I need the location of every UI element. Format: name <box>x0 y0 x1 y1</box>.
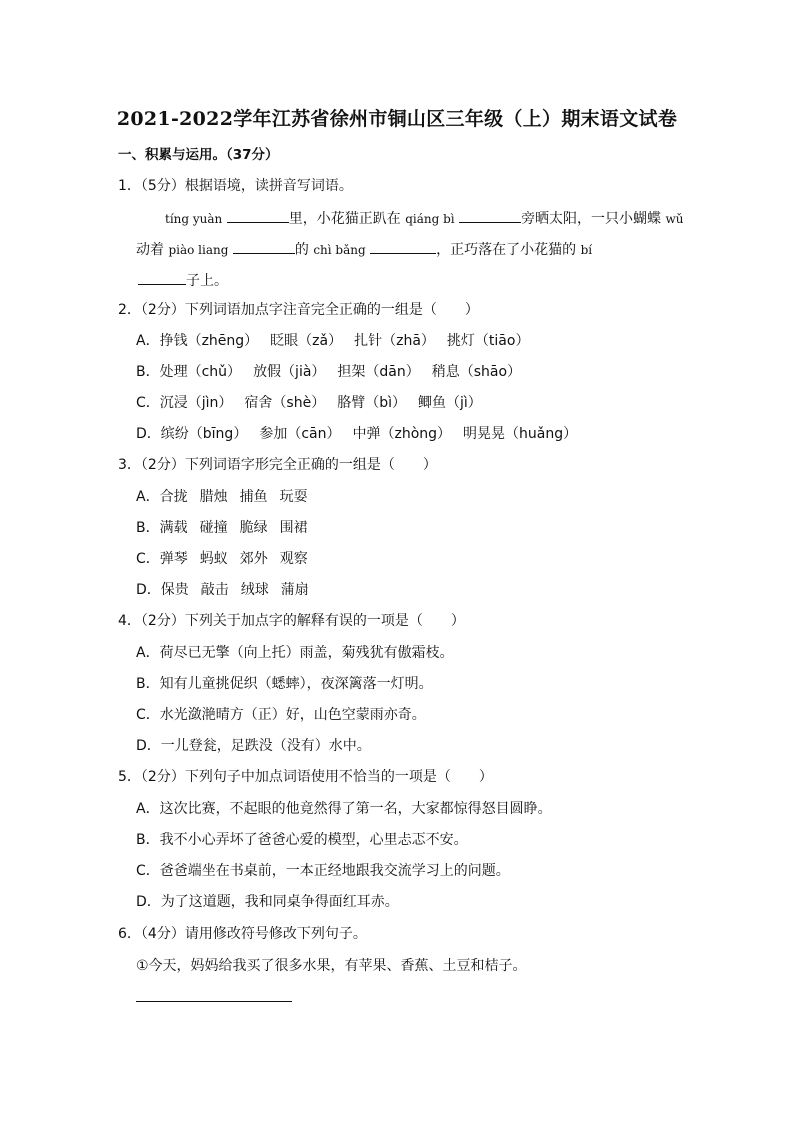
question-1-line-2 <box>136 239 592 259</box>
question-5-option-b: B．我不小心弄坏了爸爸心爱的模型，心里忐忑不安。 <box>136 832 468 848</box>
exam-title: 2021-2022学年江苏省徐州市铜山区三年级（上）期末语文试卷 <box>116 108 678 130</box>
fill-blank[interactable] <box>370 239 436 254</box>
section-heading: 一、积累与运用。（37分） <box>118 147 279 163</box>
option-word: 脆绿 <box>239 520 268 536</box>
option-word: 胳臂（bì） <box>337 395 406 411</box>
text: 子上。 <box>186 273 228 289</box>
pinyin: bí <box>580 243 593 257</box>
pinyin: tíng yuàn <box>165 212 223 226</box>
option-word: 围裙 <box>279 520 308 536</box>
question-4-stem: 4．（2分）下列关于加点字的解释有误的一项是（ ） <box>118 613 465 629</box>
question-5-option-d: D．为了这道题，我和同桌争得面红耳赤。 <box>136 894 399 910</box>
option-word: C．弹琴 <box>136 551 188 567</box>
option-word: A．合拢 <box>136 489 188 505</box>
option-word: 扎针（zhā） <box>354 333 435 349</box>
text: 动着 <box>136 242 164 258</box>
question-4-option-c: C．水光潋滟晴方（正）好，山色空蒙雨亦奇。 <box>136 707 426 723</box>
option-word: C．沉浸（jìn） <box>136 395 233 411</box>
option-word: 绒球 <box>240 582 269 598</box>
question-3-option-d <box>136 581 309 599</box>
question-5-stem: 5．（2分）下列句子中加点词语使用不恰当的一项是（ ） <box>118 769 493 785</box>
option-word: B．处理（chǔ） <box>136 364 242 380</box>
pinyin: chì bǎng <box>313 243 366 257</box>
question-2-option-c <box>136 394 482 412</box>
answer-line[interactable] <box>136 1001 292 1002</box>
fill-blank[interactable] <box>138 270 186 285</box>
question-3-option-c <box>136 550 308 568</box>
question-5-option-a: A．这次比赛，不起眼的他竟然得了第一名，大家都惊得怒目圆睁。 <box>136 801 552 817</box>
fill-blank[interactable] <box>227 208 289 223</box>
question-3-option-b <box>136 519 308 537</box>
text: 里，小花猫正趴在 <box>288 211 401 227</box>
fill-blank[interactable] <box>459 208 521 223</box>
option-word: 稍息（shāo） <box>431 364 522 380</box>
option-word: 碰撞 <box>199 520 228 536</box>
option-word: 蒲扇 <box>280 582 309 598</box>
option-word: 捕鱼 <box>239 489 268 505</box>
question-3-stem: 3．（2分）下列词语字形完全正确的一组是（ ） <box>118 457 437 473</box>
option-word: A．挣钱（zhēng） <box>136 333 259 349</box>
option-word: 眨眼（zǎ） <box>270 333 343 349</box>
option-word: 担架（dān） <box>337 364 420 380</box>
question-2-option-d <box>136 425 577 443</box>
question-6-item-1: ①今天，妈妈给我买了很多水果，有苹果、香蕉、土豆和桔子。 <box>136 958 527 974</box>
option-word: 挑灯（tiāo） <box>446 333 530 349</box>
option-word: 玩耍 <box>279 489 308 505</box>
text: 的 <box>294 242 309 258</box>
pinyin: wǔ <box>665 212 684 226</box>
option-word: 腊烛 <box>199 489 228 505</box>
question-5-option-c: C．爸爸端坐在书桌前，一本正经地跟我交流学习上的问题。 <box>136 863 510 879</box>
question-1-stem: 1．（5分）根据语境，读拼音写词语。 <box>118 178 353 194</box>
question-1-line-3 <box>138 270 228 290</box>
option-word: D．缤纷（bīng） <box>136 426 248 442</box>
question-6-stem: 6．（4分）请用修改符号修改下列句子。 <box>118 926 367 942</box>
question-4-option-b: B．知有儿童挑促织（蟋蟀），夜深篱落一灯明。 <box>136 676 433 692</box>
option-word: B．满载 <box>136 520 188 536</box>
option-word: 放假（jià） <box>253 364 326 380</box>
question-2-stem: 2．（2分）下列词语加点字注音完全正确的一组是（ ） <box>118 302 479 318</box>
question-2-option-b <box>136 363 521 381</box>
option-word: 敲击 <box>200 582 229 598</box>
text: 旁晒太阳，一只小蝴蝶 <box>521 211 662 227</box>
question-1-line-1 <box>165 208 684 228</box>
question-4-option-d: D．一儿登瓮，足跌没（没有）水中。 <box>136 738 371 754</box>
option-word: 郊外 <box>239 551 268 567</box>
fill-blank[interactable] <box>233 239 295 254</box>
option-word: 中弹（zhòng） <box>352 426 452 442</box>
option-word: 明晃晃（huǎng） <box>463 426 578 442</box>
question-3-option-a <box>136 488 308 506</box>
text: ，正巧落在了小花猫的 <box>436 242 577 258</box>
pinyin: piào liang <box>168 243 229 257</box>
question-4-option-a: A．荷尽已无擎（向上托）雨盖，菊残犹有傲霜枝。 <box>136 645 454 661</box>
question-2-option-a <box>136 332 529 350</box>
option-word: 参加（cān） <box>259 426 341 442</box>
option-word: 蚂蚁 <box>199 551 228 567</box>
option-word: 观察 <box>279 551 308 567</box>
option-word: D．保贵 <box>136 582 189 598</box>
pinyin: qiáng bì <box>405 212 455 226</box>
option-word: 鲫鱼（jì） <box>418 395 482 411</box>
option-word: 宿舍（shè） <box>244 395 326 411</box>
